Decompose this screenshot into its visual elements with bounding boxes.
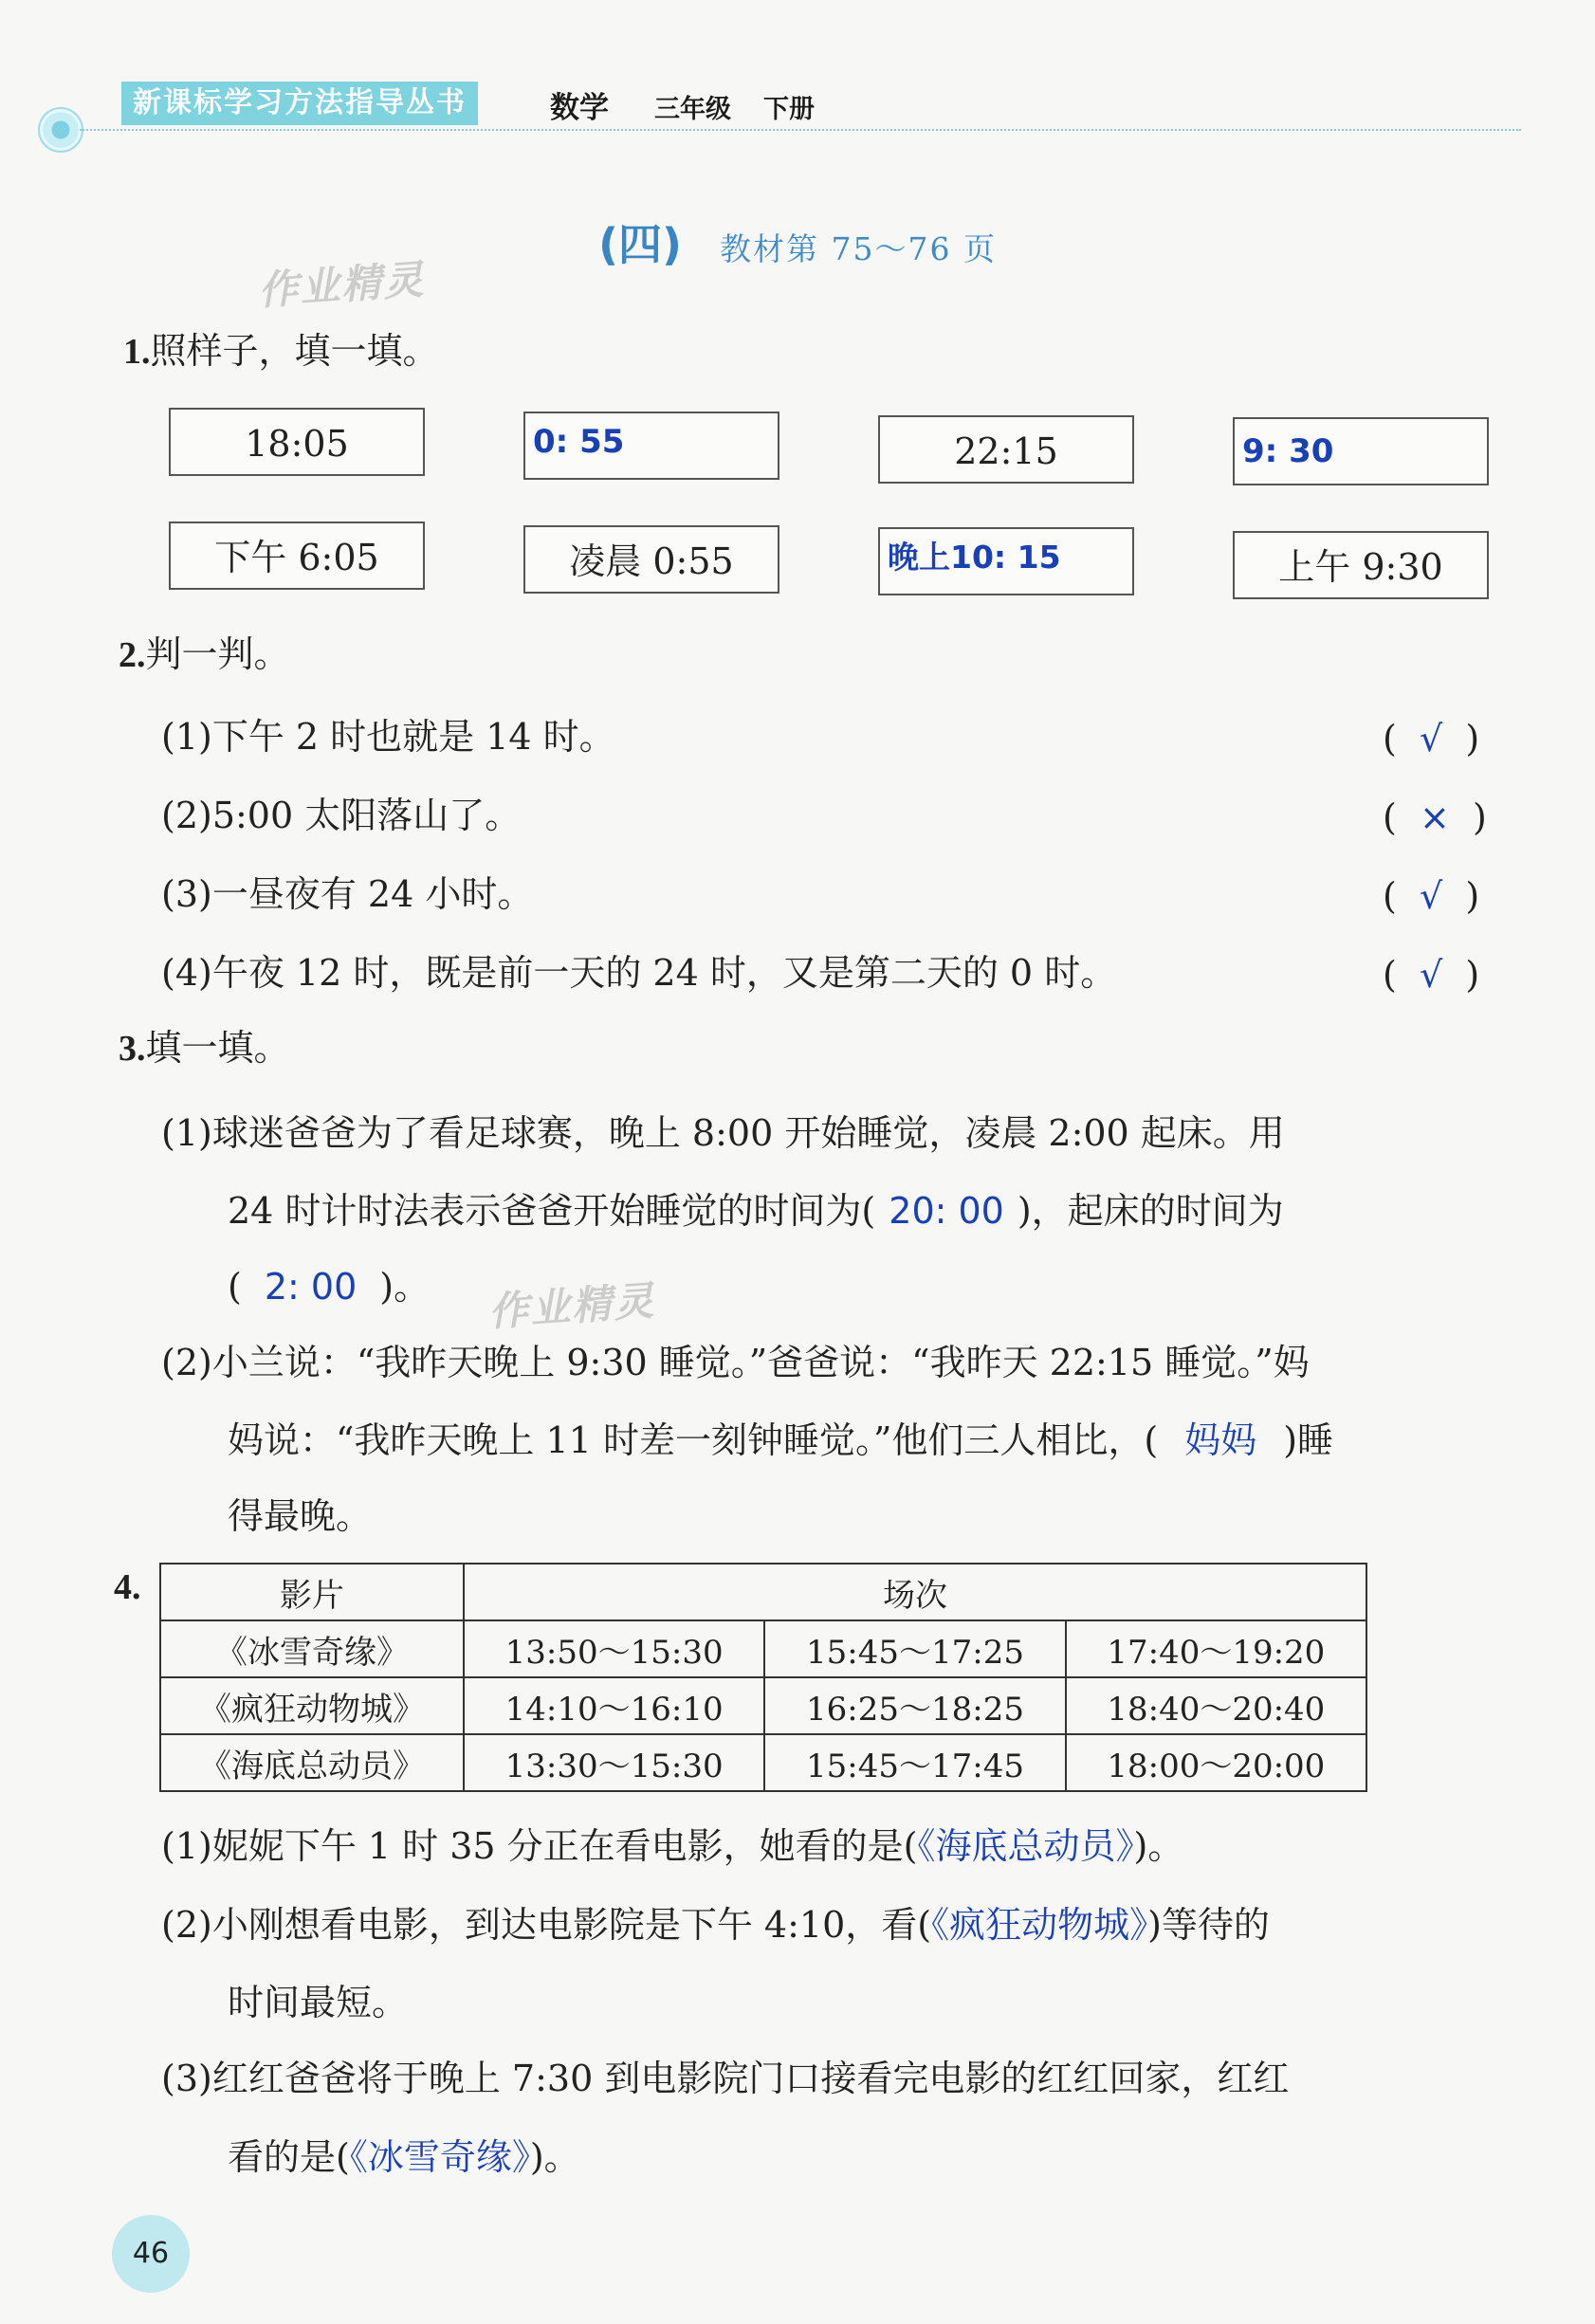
table-cell-film: 《疯狂动物城》 [160,1677,464,1734]
table-cell-film: 《海底总动员》 [160,1734,464,1791]
table-row [160,1677,1366,1734]
q4-s1-text-b: )。 [1133,1825,1184,1867]
q1-number: 1. [123,332,151,372]
q4-s2 [161,1899,1270,1950]
table-header-row [160,1564,1366,1620]
q3-p2-line1: (2)小兰说：“我昨天晚上 9:30 睡觉。”爸爸说：“我昨天 22:15 睡觉。”妈 [161,1342,1310,1383]
q1-box-top-2: 0: 55 [523,412,779,480]
q3-p1-text-a: 24 时计时法表示爸爸开始睡觉的时间为( [228,1190,876,1232]
table-cell-time: 15:45～17:45 [764,1734,1065,1791]
q4-s2-text-b: )等待的 [1147,1904,1270,1946]
q2-answer-3: √ [1419,875,1443,917]
watermark: 作业精灵 [256,255,427,315]
table-cell-film: 《冰雪奇缘》 [160,1620,464,1677]
table-cell-time: 13:30～15:30 [464,1734,764,1791]
q4-s2-answer: 《疯狂动物城》 [931,1904,1148,1946]
q4-number: 4. [114,1567,141,1607]
section-number: (四) [597,219,683,270]
q3-p1-line3 [228,1261,430,1312]
q2-title [119,631,290,679]
q1-box-bottom-3: 晚上10: 15 [878,527,1134,595]
table-cell-time: 15:45～17:25 [764,1620,1065,1677]
q4-s3-text-b: )。 [529,2136,580,2178]
q3-p2-answer: 妈妈 [1184,1419,1257,1461]
q3-p1-text-c: ( [228,1266,242,1308]
table-cell-time: 18:40～20:40 [1066,1677,1366,1734]
q1-box-bottom-4: 上午 9:30 [1233,531,1489,599]
q1-title [123,327,439,375]
table-row [160,1620,1366,1677]
q2-mark-1: ( √ ) [1383,718,1480,759]
section-title [0,210,1595,273]
q3-p2-line3: 得最晚。 [228,1495,373,1537]
header-subject: 数学 [550,91,609,125]
q3-p1-line1: (1)球迷爸爸为了看足球赛，晚上 8:00 开始睡觉，凌晨 2:00 起床。用 [161,1112,1285,1154]
q2-mark-4: ( √ ) [1383,954,1480,996]
q4-s1-answer: 《海底总动员》 [917,1825,1134,1867]
q4-title [114,1563,141,1611]
q3-p2-text-a: 妈说：“我昨天晚上 11 时差一刻钟睡觉。”他们三人相比，( [228,1419,1159,1461]
q2-mark-3: ( √ ) [1383,875,1480,917]
q3-number: 3. [119,1029,146,1069]
q2-answer-1: √ [1419,718,1443,759]
q3-p1-answer-2: 2: 00 [264,1266,358,1308]
q2-answer-4: √ [1419,954,1443,996]
q4-s3: (3)红红爸爸将于晚上 7:30 到电影院门口接看完电影的红红回家，红红 [161,2058,1290,2099]
book-series-title: 新课标学习方法指导丛书 [121,82,478,125]
section-pages: 教材第 75～76 页 [720,230,997,267]
q4-s3-text-a: 看的是( [228,2136,350,2178]
q4-s3-answer: 《冰雪奇缘》 [349,2136,530,2178]
table-header-times: 场次 [464,1564,1366,1620]
q3-p1-answer-1: 20: 00 [889,1190,1004,1232]
q2-number: 2. [119,635,146,675]
q2-item-2: (2)5:00 太阳落山了。 [161,795,522,836]
header-divider [80,129,1521,131]
q1-prompt: 照样子，填一填。 [150,330,439,372]
q4-s1-text-a: (1)妮妮下午 1 时 35 分正在看电影，她看的是( [161,1825,918,1867]
header-grade: 三年级 [654,95,731,124]
q1-box-bottom-2: 凌晨 0:55 [523,525,779,594]
q2-mark-2: ( × ) [1383,796,1487,838]
q1-box-top-1: 18:05 [169,408,425,476]
header-volume: 下册 [763,95,815,124]
schedule-table [159,1563,1367,1792]
q4-s2-line2: 时间最短。 [228,1982,409,2023]
q2-item-4: (4)午夜 12 时，既是前一天的 24 时，又是第二天的 0 时。 [161,952,1117,994]
q4-s1 [161,1821,1183,1872]
table-cell-time: 16:25～18:25 [764,1677,1065,1734]
q2-prompt: 判一判。 [145,633,290,675]
q3-title [119,1024,290,1072]
table-cell-time: 13:50～15:30 [464,1620,764,1677]
header-decoration-icon [38,107,83,153]
q1-box-bottom-1: 下午 6:05 [169,522,425,590]
q2-item-1: (1)下午 2 时也就是 14 时。 [161,716,615,758]
q3-p1-text-d: )。 [379,1266,431,1308]
table-cell-time: 17:40～19:20 [1066,1620,1366,1677]
q2-item-3: (3)一昼夜有 24 小时。 [161,873,534,915]
table-row [160,1734,1366,1791]
q4-s2-text-a: (2)小刚想看电影，到达电影院是下午 4:10，看( [161,1904,932,1946]
page-number: 46 [112,2215,190,2293]
q3-prompt: 填一填。 [145,1027,290,1069]
table-header-film: 影片 [160,1564,464,1620]
table-cell-time: 14:10～16:10 [464,1677,764,1734]
q3-p2-text-b: )睡 [1283,1419,1334,1461]
table-cell-time: 18:00～20:00 [1066,1734,1366,1791]
q2-answer-2: × [1419,796,1450,838]
q3-p1-text-b: )，起床的时间为 [1017,1190,1284,1232]
q3-p2-line2 [228,1415,1333,1466]
watermark: 作业精灵 [486,1276,657,1336]
q1-box-top-4: 9: 30 [1233,417,1489,485]
q4-s3-line2 [228,2132,580,2183]
q3-p1-line2 [228,1185,1284,1236]
q1-box-top-3: 22:15 [878,415,1134,484]
